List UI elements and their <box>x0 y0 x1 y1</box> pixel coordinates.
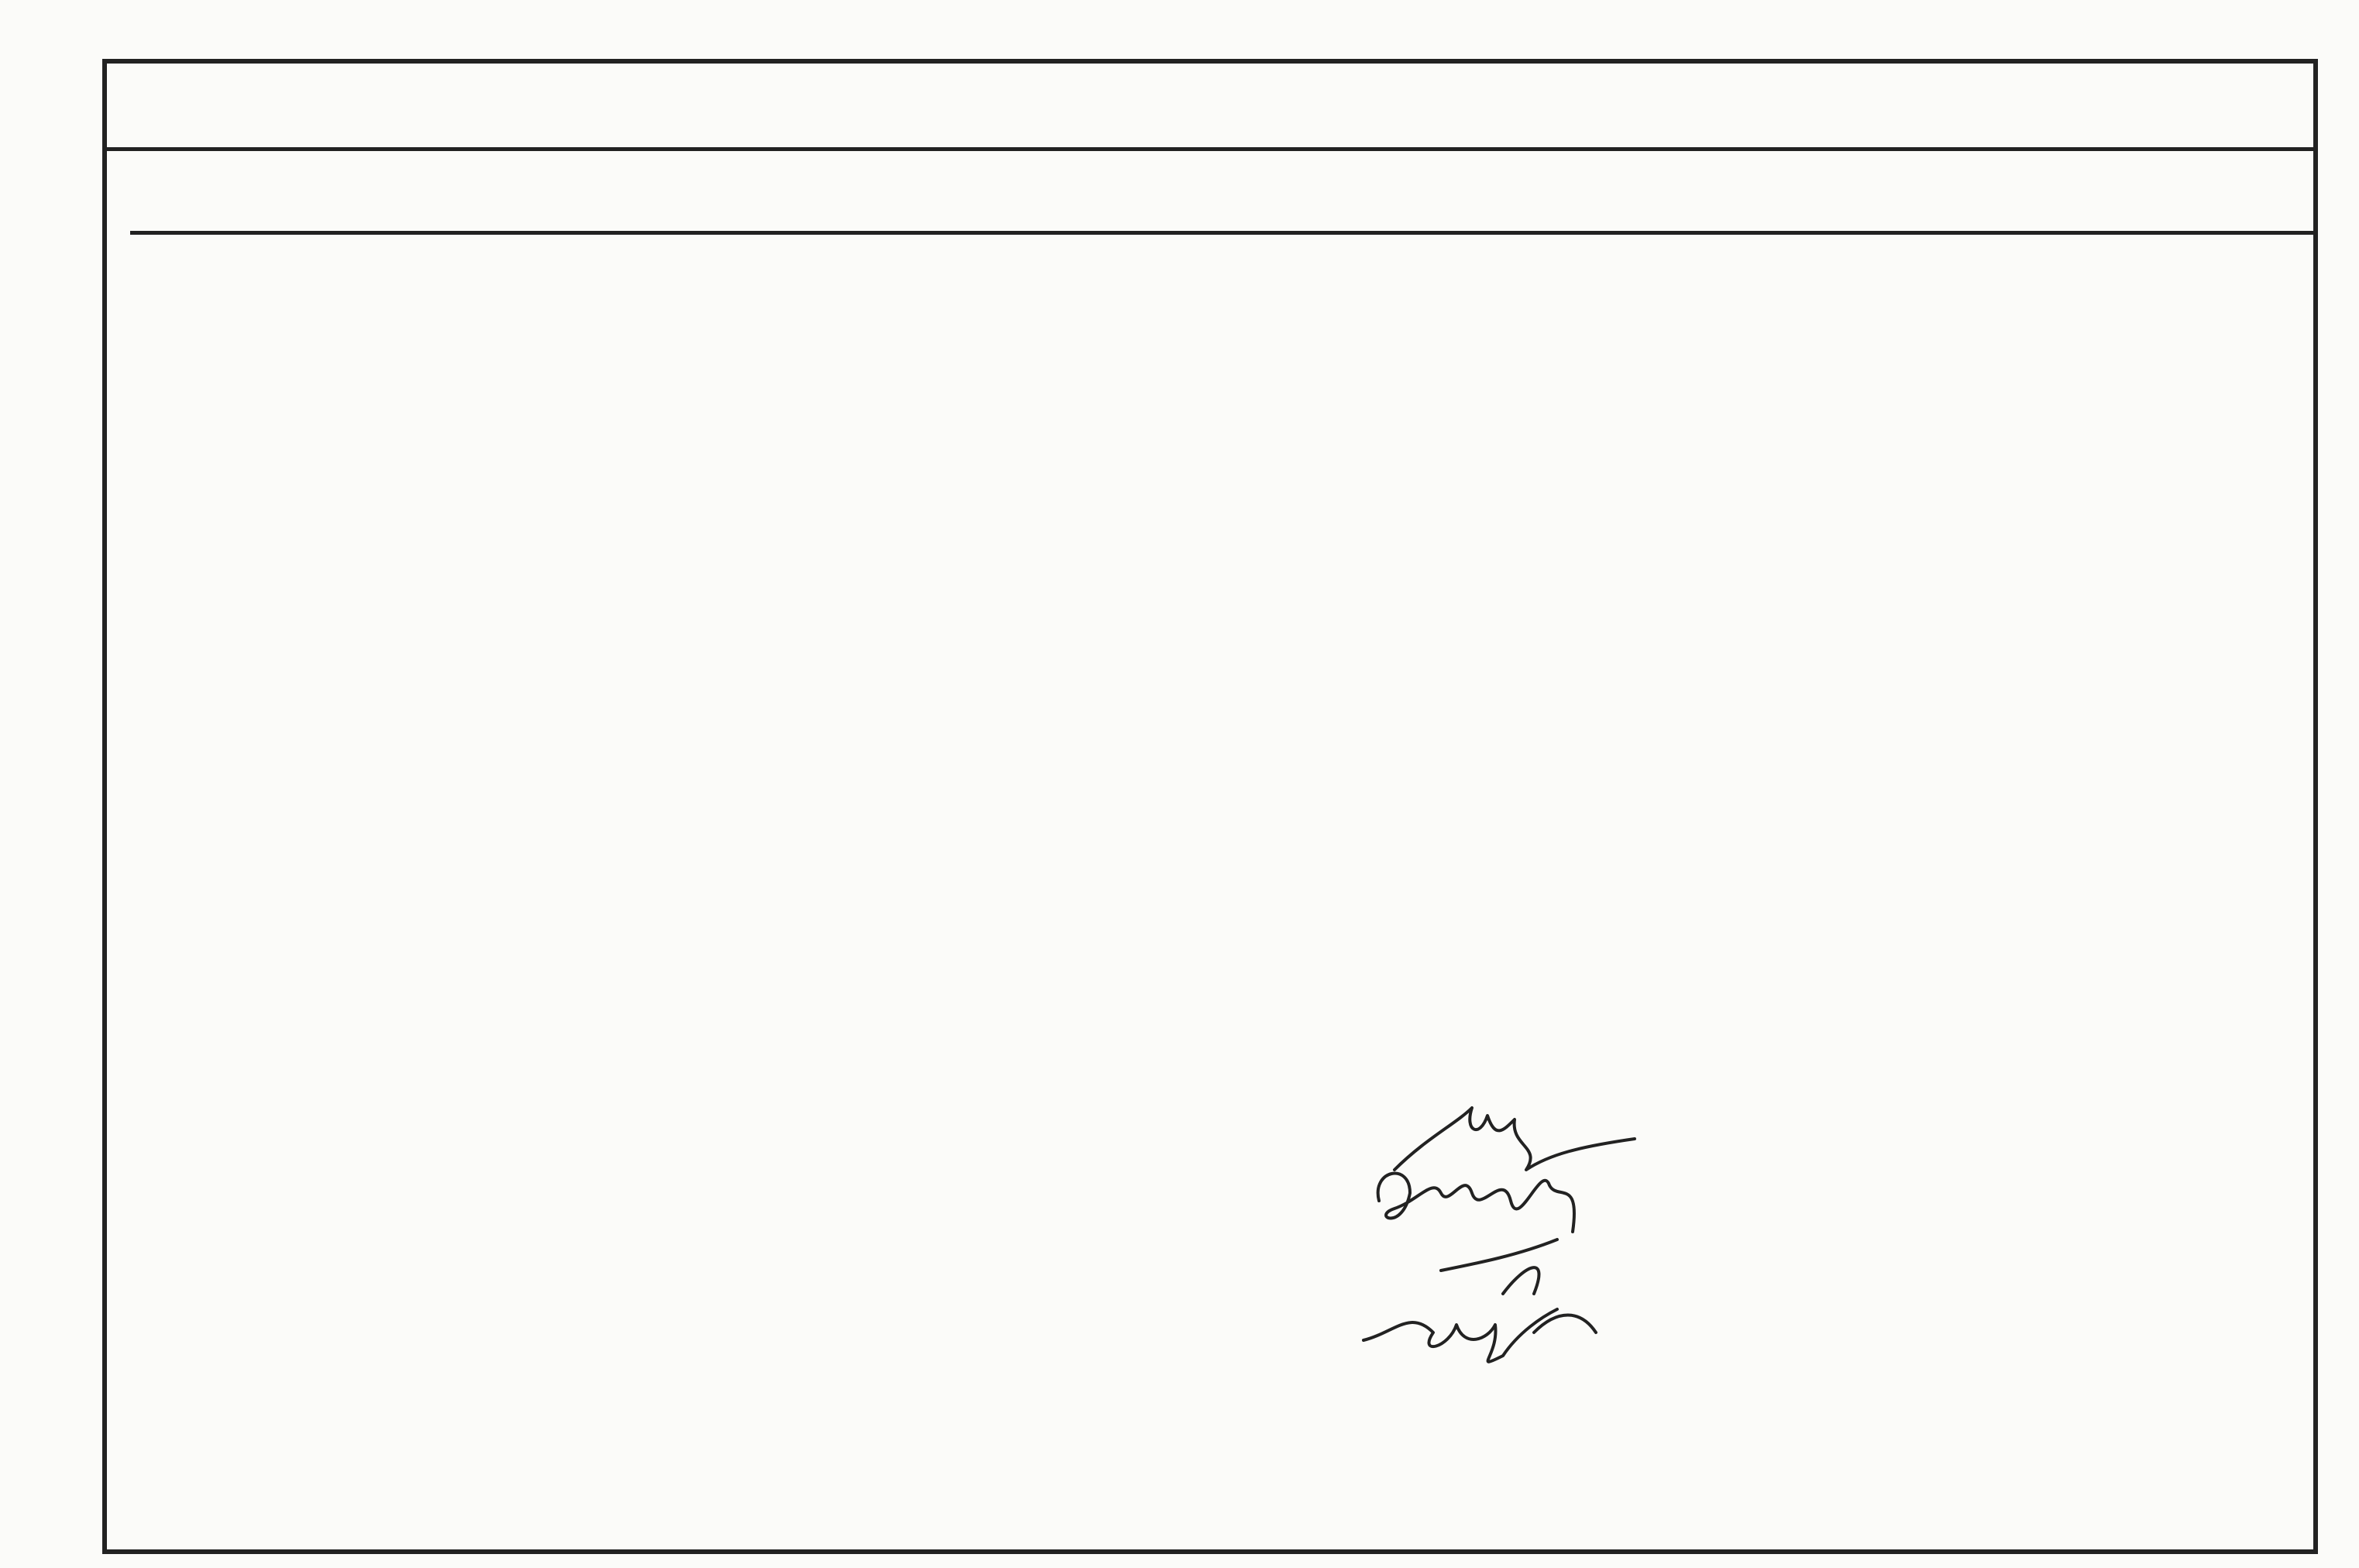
column-divider <box>130 231 2313 235</box>
header-divider <box>107 147 2313 151</box>
document-frame <box>102 59 2318 1554</box>
handwritten-signatures <box>1348 1077 1673 1387</box>
